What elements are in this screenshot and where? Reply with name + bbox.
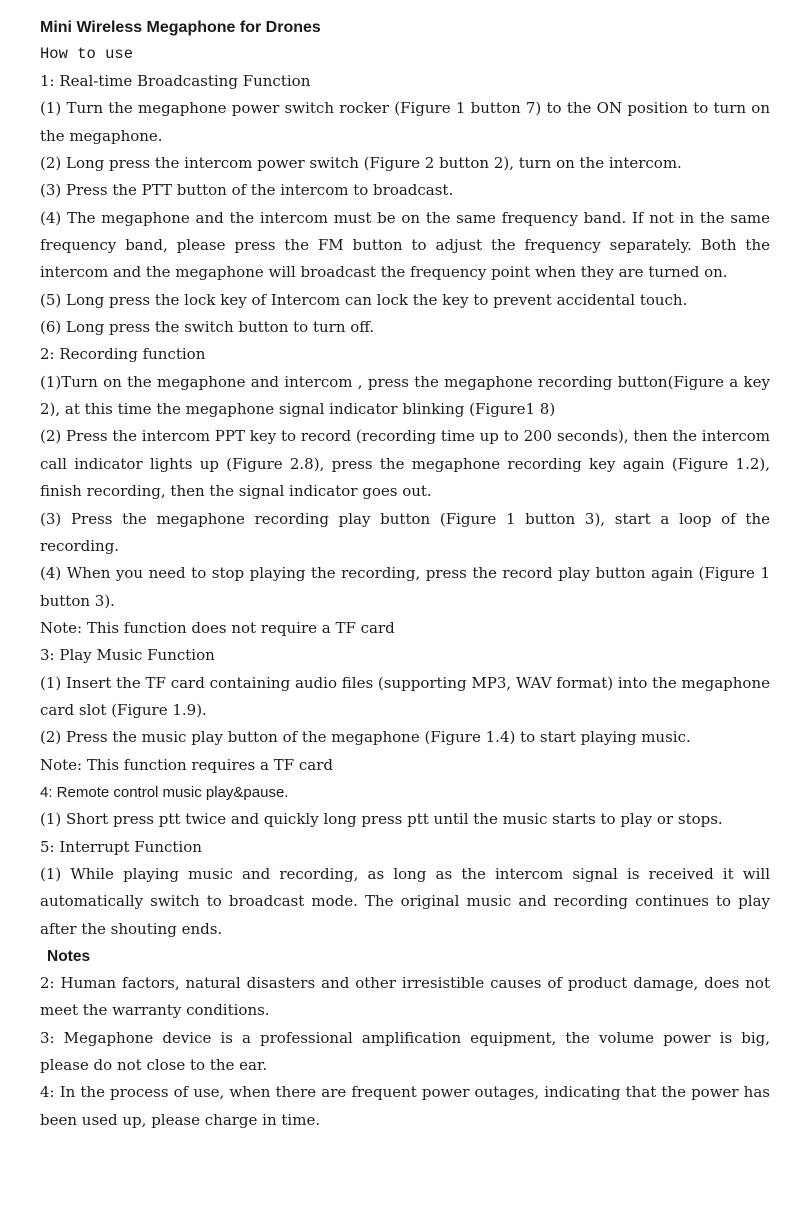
section-heading: 5: Interrupt Function xyxy=(40,837,202,856)
section-real-time-broadcasting xyxy=(40,68,770,341)
instruction-item: (2) Press the intercom PPT key to record (recording time up to 200 seconds), then the intercom call indicator lights up (Figure 2.8), press the megaphone recording key again (Figure 1.2), finish recording, then the signal indicator goes out. xyxy=(40,427,770,501)
instruction-item: (1) Insert the TF card containing audio files (supporting MP3, WAV format) into the megaphone card slot (Figure 1.9). xyxy=(40,673,770,719)
section-heading: 3: Play Music Function xyxy=(40,646,215,665)
section-recording-function xyxy=(40,341,770,642)
notes-heading: Notes xyxy=(47,948,91,965)
section-note: Note: This function does not require a TF card xyxy=(40,618,395,637)
note-item: 3: Megaphone device is a professional amplification equipment, the volume power is big, please do not close to the ear. xyxy=(40,1028,770,1075)
instruction-item: (5) Long press the lock key of Intercom can lock the key to prevent accidental touch. xyxy=(40,290,688,309)
instruction-item: (4) The megaphone and the intercom must be on the same frequency band. If not in the same frequency band, please press the FM button to adjust the frequency separately. Both the intercom and the megaphone will broadcast the frequency point when they are turned on. xyxy=(40,208,770,282)
instruction-item: (6) Long press the switch button to turn off. xyxy=(40,318,375,337)
notes-section xyxy=(40,943,770,1134)
instruction-item: (1) Turn the megaphone power switch rocker (Figure 1 button 7) to the ON position to turn on the megaphone. xyxy=(40,99,770,145)
document-title: Mini Wireless Megaphone for Drones xyxy=(40,19,321,36)
instruction-item: (1)Turn on the megaphone and intercom , press the megaphone recording button(Figure a key 2), at this time the megaphone signal indicator blinking (Figure1 8) xyxy=(40,372,770,419)
instruction-item: (3) Press the PTT button of the intercom to broadcast. xyxy=(40,181,454,200)
note-item: 4: In the process of use, when there are frequent power outages, indicating that the power has been used up, please charge in time. xyxy=(40,1083,770,1129)
instruction-item: (1) Short press ptt twice and quickly long press ptt until the music starts to play or stops. xyxy=(40,810,723,829)
document-page xyxy=(40,14,770,1134)
instruction-item: (2) Press the music play button of the megaphone (Figure 1.4) to start playing music. xyxy=(40,728,691,747)
section-play-music xyxy=(40,642,770,779)
section-heading: 4: Remote control music play&pause. xyxy=(40,783,289,801)
instruction-item: (4) When you need to stop playing the recording, press the record play button again (Figure 1 button 3). xyxy=(40,564,770,610)
instruction-item: (3) Press the megaphone recording play button (Figure 1 button 3), start a loop of the recording. xyxy=(40,509,770,555)
section-note: Note: This function requires a TF card xyxy=(40,755,333,774)
section-heading: 1: Real-time Broadcasting Function xyxy=(40,72,311,90)
document-subtitle: How to use xyxy=(40,45,134,63)
section-remote-control xyxy=(40,779,770,834)
section-heading: 2: Recording function xyxy=(40,345,206,364)
instruction-item: (1) While playing music and recording, as long as the intercom signal is received it will automatically switch to broadcast mode. The original music and recording continues to play after the shouting ends. xyxy=(40,864,770,938)
instruction-item: (2) Long press the intercom power switch (Figure 2 button 2), turn on the intercom. xyxy=(40,154,682,173)
section-interrupt-function xyxy=(40,834,770,943)
note-item: 2: Human factors, natural disasters and other irresistible causes of product damage, does not meet the warranty conditions. xyxy=(40,974,770,1020)
